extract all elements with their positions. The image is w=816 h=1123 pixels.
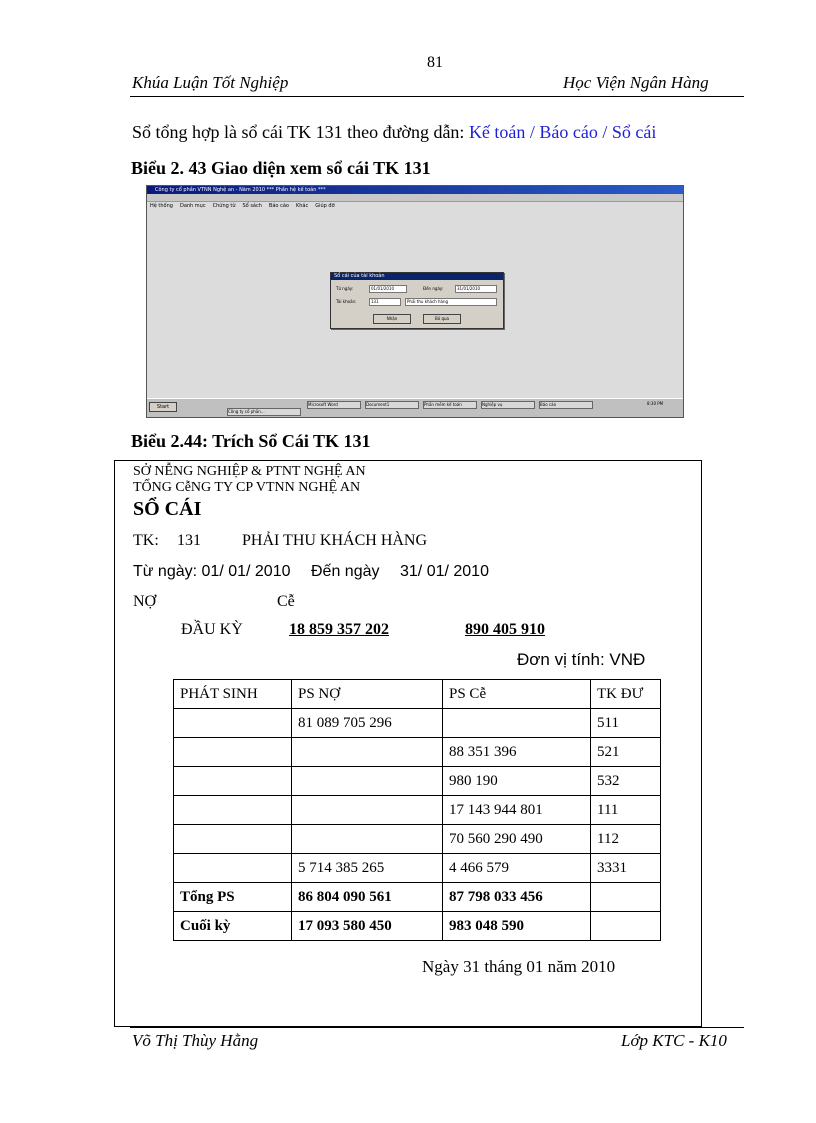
screenshot-titlebar (147, 186, 683, 194)
figure-caption-2-44: Biểu 2.44: Trích Sổ Cái TK 131 (131, 431, 371, 451)
account-label: Tài khoản: (336, 299, 357, 304)
table-cell: 532 (591, 767, 661, 796)
dialog-title: Sổ cái của tài khoản (331, 273, 503, 280)
table-row (174, 767, 661, 796)
header-left: Khúa Luận Tốt Nghiệp (132, 73, 289, 92)
credit-label: Cễ (277, 593, 295, 610)
table-cell: 17 143 944 801 (443, 796, 591, 825)
account-name: PHẢI THU KHÁCH HÀNG (242, 532, 428, 549)
table-cell (174, 854, 292, 883)
account-name-value: Phải thu khách hàng (407, 299, 449, 304)
table-cell: 111 (591, 796, 661, 825)
table-cell: 87 798 033 456 (443, 883, 591, 912)
currency-unit: Đơn vị tính: VNĐ (517, 650, 646, 669)
table-cell (591, 912, 661, 941)
menu-item: Khác (295, 203, 309, 209)
intro-paragraph (132, 122, 656, 143)
ledger-dialog (330, 272, 504, 329)
opening-debit: 18 859 357 202 (289, 621, 389, 638)
table-cell (174, 738, 292, 767)
taskbar-clock: 8:30 PM (647, 401, 664, 406)
closing-row (174, 912, 661, 941)
screenshot-menubar (147, 194, 683, 209)
from-date-label: Từ ngày: (336, 286, 354, 291)
menu-item: Chứng từ (212, 203, 236, 209)
from-date: Từ ngày: 01/ 01/ 2010 (133, 563, 291, 580)
opening-credit: 890 405 910 (465, 621, 545, 638)
menu-item: Hệ thống (150, 203, 173, 209)
table-cell (292, 796, 443, 825)
taskbar-item: Báo cáo (539, 401, 593, 409)
table-cell (443, 709, 591, 738)
table-row (174, 854, 661, 883)
menu-item: Danh mục (179, 203, 206, 209)
page-number: 81 (427, 54, 443, 71)
ledger-excerpt (114, 460, 702, 1027)
table-cell: Tổng PS (174, 883, 292, 912)
table-cell: 511 (591, 709, 661, 738)
column-header: PS Cễ (443, 680, 591, 709)
table-cell (174, 825, 292, 854)
to-date-field (455, 285, 497, 293)
screenshot-taskbar (147, 398, 683, 417)
account-label: TK: (133, 532, 159, 549)
table-cell: 88 351 396 (443, 738, 591, 767)
start-button: Start (149, 402, 177, 412)
to-date-label: Đến ngày (311, 563, 380, 580)
menu-path: Kế toán / Báo cáo / Sổ cái (468, 122, 657, 142)
ok-button: Nhận (373, 314, 411, 324)
account-field (369, 298, 401, 306)
menu-item: Sổ sách (242, 203, 262, 209)
account-value: 131 (371, 299, 379, 304)
header-divider (130, 96, 744, 97)
table-row (174, 709, 661, 738)
intro-text: Sổ tổng hợp là sổ cái TK 131 theo đường dẫn: (132, 122, 469, 142)
opening-balance-label: ĐẦU KỲ (181, 621, 243, 638)
taskbar-item: Nghiệp vụ (481, 401, 535, 409)
figure-caption-2-43: Biểu 2. 43 Giao diện xem sổ cái TK 131 (131, 158, 431, 178)
header-right: Học Viện Ngân Hàng (563, 73, 709, 92)
table-cell: 70 560 290 490 (443, 825, 591, 854)
menu-item: Giúp đỡ (315, 203, 335, 209)
ledger-title: SỔ CÁI (133, 498, 202, 520)
taskbar-item: Document1 (365, 401, 419, 409)
taskbar-item: Phần mềm kế toán (423, 401, 477, 409)
taskbar-item: Microsoft Word (307, 401, 361, 409)
screenshot-window-title: Công ty cổ phần VTNN Nghệ an - Năm 2010 *** Phần hệ kế toán *** (155, 187, 326, 193)
table-cell (591, 883, 661, 912)
table-cell (292, 825, 443, 854)
footer-divider (130, 1027, 744, 1028)
company-name: TỔNG CễNG TY CP VTNN NGHỆ AN (133, 480, 361, 495)
from-date-field (369, 285, 407, 293)
table-row (174, 825, 661, 854)
cancel-button: Bỏ qua (423, 314, 461, 324)
column-header: PHÁT SINH (174, 680, 292, 709)
account-name-field (405, 298, 497, 306)
table-cell (174, 767, 292, 796)
account-number: 131 (177, 532, 201, 549)
footer-author: Võ Thị Thùy Hằng (132, 1031, 259, 1050)
to-date-label: Đến ngày: (423, 286, 444, 291)
table-row (174, 738, 661, 767)
table-cell: 980 190 (443, 767, 591, 796)
table-cell: 17 093 580 450 (292, 912, 443, 941)
table-cell: 86 804 090 561 (292, 883, 443, 912)
table-header-row (174, 680, 661, 709)
from-date-value: 01/01/2010 (371, 286, 395, 291)
column-header: PS NỢ (292, 680, 443, 709)
footer-class: Lớp KTC - K10 (621, 1031, 727, 1050)
table-cell (292, 767, 443, 796)
table-cell (174, 796, 292, 825)
menu-item: Báo cáo (268, 203, 289, 209)
department-name: SỞ NỄNG NGHIỆP & PTNT NGHỆ AN (133, 464, 366, 479)
ledger-date: Ngày 31 tháng 01 năm 2010 (422, 957, 616, 976)
table-cell (174, 709, 292, 738)
table-cell: 112 (591, 825, 661, 854)
table-cell: 3331 (591, 854, 661, 883)
to-date-value: 31/ 01/ 2010 (400, 563, 489, 580)
taskbar-item: Công ty cổ phần... (227, 408, 301, 416)
table-cell: 5 714 385 265 (292, 854, 443, 883)
table-cell: 81 089 705 296 (292, 709, 443, 738)
debit-label: NỢ (133, 593, 157, 610)
table-cell: Cuối kỳ (174, 912, 292, 941)
column-header: TK ĐƯ (591, 680, 661, 709)
ledger-table (173, 679, 661, 941)
table-cell (292, 738, 443, 767)
table-cell: 983 048 590 (443, 912, 591, 941)
embedded-screenshot (146, 185, 684, 418)
to-date-value: 31/01/2010 (457, 286, 481, 291)
table-cell: 521 (591, 738, 661, 767)
total-row (174, 883, 661, 912)
table-cell: 4 466 579 (443, 854, 591, 883)
table-row (174, 796, 661, 825)
